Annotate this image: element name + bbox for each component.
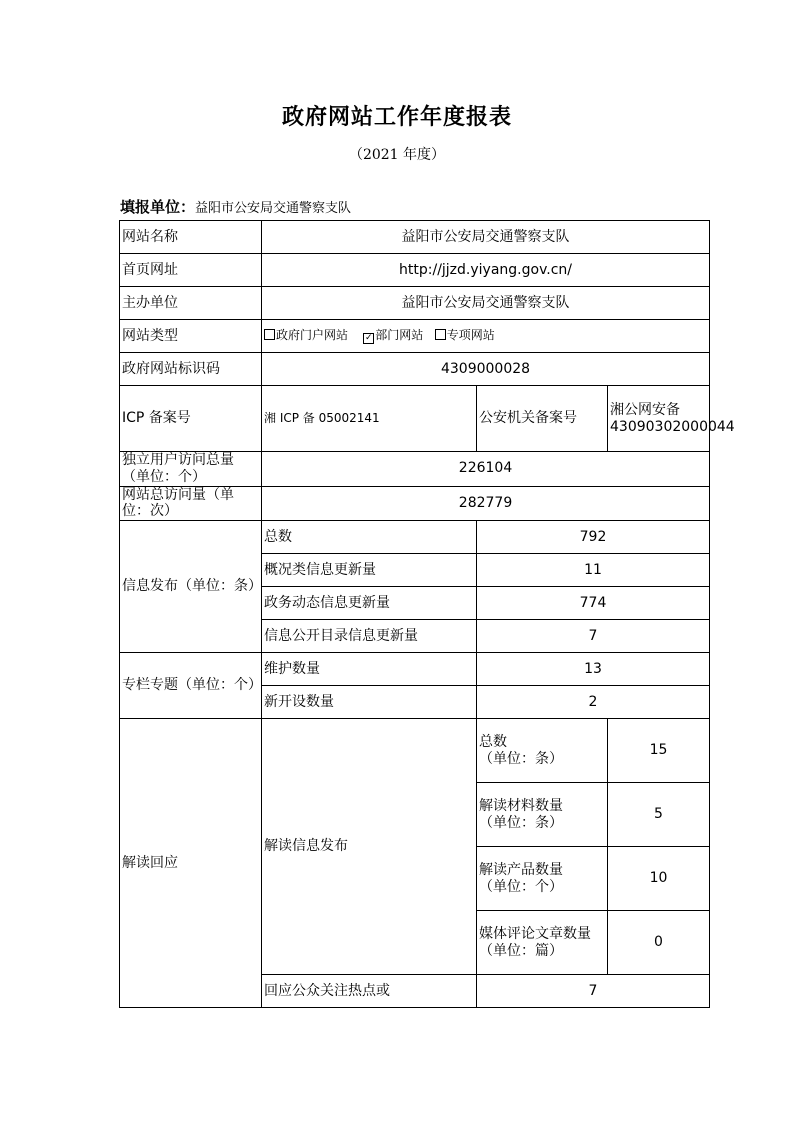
filing-unit-value: 益阳市公安局交通警察支队 [195,201,352,216]
columns-item-label: 维护数量 [262,653,477,686]
table-row [120,452,710,487]
columns-item-label: 新开设数量 [262,686,477,719]
table-row [120,521,710,554]
columns-item-value: 2 [477,686,710,719]
police-record-label: 公安机关备案号 [477,386,608,452]
table-row [120,320,710,353]
report-title: 政府网站工作年度报表 [281,104,512,130]
sponsor-value: 益阳市公安局交通警察支队 [262,287,710,320]
interpretation-item-unit: （单位：条） [479,814,563,831]
site-type-options [262,320,710,353]
table-row [120,353,710,386]
interpretation-item-value: 10 [608,847,710,911]
info-release-label: 信息发布（单位：条） [120,521,262,653]
police-record-line: 43090302000044 [610,418,735,435]
interpretation-item-name: 媒体评论文章数量 [479,925,591,942]
icp-value: 湘 ICP 备 05002141 [262,386,477,452]
total-visits-value: 282779 [262,486,710,521]
interpretation-item-value: 0 [608,911,710,975]
table-row [120,386,710,452]
table-row [120,254,710,287]
interpretation-item-name: 总数 [479,733,507,750]
site-type-option: 部门网站 [375,328,424,342]
interpretation-item-unit: （单位：篇） [479,942,563,959]
interpretation-label: 解读回应 [120,719,262,1008]
unique-visitors-label: 独立用户访问总量（单位：个） [120,452,262,487]
police-record-line: 湘公网安备 [610,401,680,418]
interpretation-item-label [477,847,608,911]
checkbox-icon [435,329,446,340]
checkbox-icon [264,329,275,340]
report-table [119,220,735,1008]
info-release-item-label: 总数 [262,521,477,554]
site-type-option: 专项网站 [446,328,495,342]
table-row [120,287,710,320]
site-name-label: 网站名称 [120,221,262,254]
interpretation-item-label [477,911,608,975]
unique-visitors-value: 226104 [262,452,710,487]
checkbox-checked-icon: ✓ [365,333,373,343]
interpretation-release-label: 解读信息发布 [262,719,477,975]
info-release-item-value: 792 [477,521,710,554]
info-release-item-value: 11 [477,554,710,587]
table-row [120,719,710,783]
filing-unit [120,196,351,217]
hotspot-response-value: 7 [477,975,710,1008]
table-row [120,486,710,521]
info-release-item-label: 概况类信息更新量 [262,554,477,587]
info-release-item-label: 政务动态信息更新量 [262,587,477,620]
site-id-label: 政府网站标识码 [120,353,262,386]
icp-label: ICP 备案号 [120,386,262,452]
report-year: （2021 年度） [348,147,446,163]
interpretation-item-unit: （单位：条） [479,750,563,767]
hotspot-response-label: 回应公众关注热点或 [262,975,477,1008]
interpretation-item-value: 15 [608,719,710,783]
interpretation-item-label [477,783,608,847]
info-release-item-value: 7 [477,620,710,653]
police-record-value [608,386,735,452]
columns-item-value: 13 [477,653,710,686]
interpretation-item-unit: （单位：个） [479,878,563,895]
info-release-item-value: 774 [477,587,710,620]
total-visits-label: 网站总访问量（单位：次） [120,486,262,521]
site-id-value: 4309000028 [262,353,710,386]
site-type-option: 政府门户网站 [276,328,349,342]
columns-label: 专栏专题（单位：个） [120,653,262,719]
site-type-label: 网站类型 [120,320,262,353]
site-name-value: 益阳市公安局交通警察支队 [262,221,710,254]
homepage-url: http://jjzd.yiyang.gov.cn/ [262,254,710,287]
table-row [120,221,710,254]
interpretation-item-label [477,719,608,783]
info-release-item-label: 信息公开目录信息更新量 [262,620,477,653]
sponsor-label: 主办单位 [120,287,262,320]
interpretation-item-name: 解读材料数量 [479,797,563,814]
interpretation-item-name: 解读产品数量 [479,861,563,878]
homepage-label: 首页网址 [120,254,262,287]
interpretation-item-value: 5 [608,783,710,847]
filing-unit-label: 填报单位： [120,198,196,216]
table-row [120,653,710,686]
